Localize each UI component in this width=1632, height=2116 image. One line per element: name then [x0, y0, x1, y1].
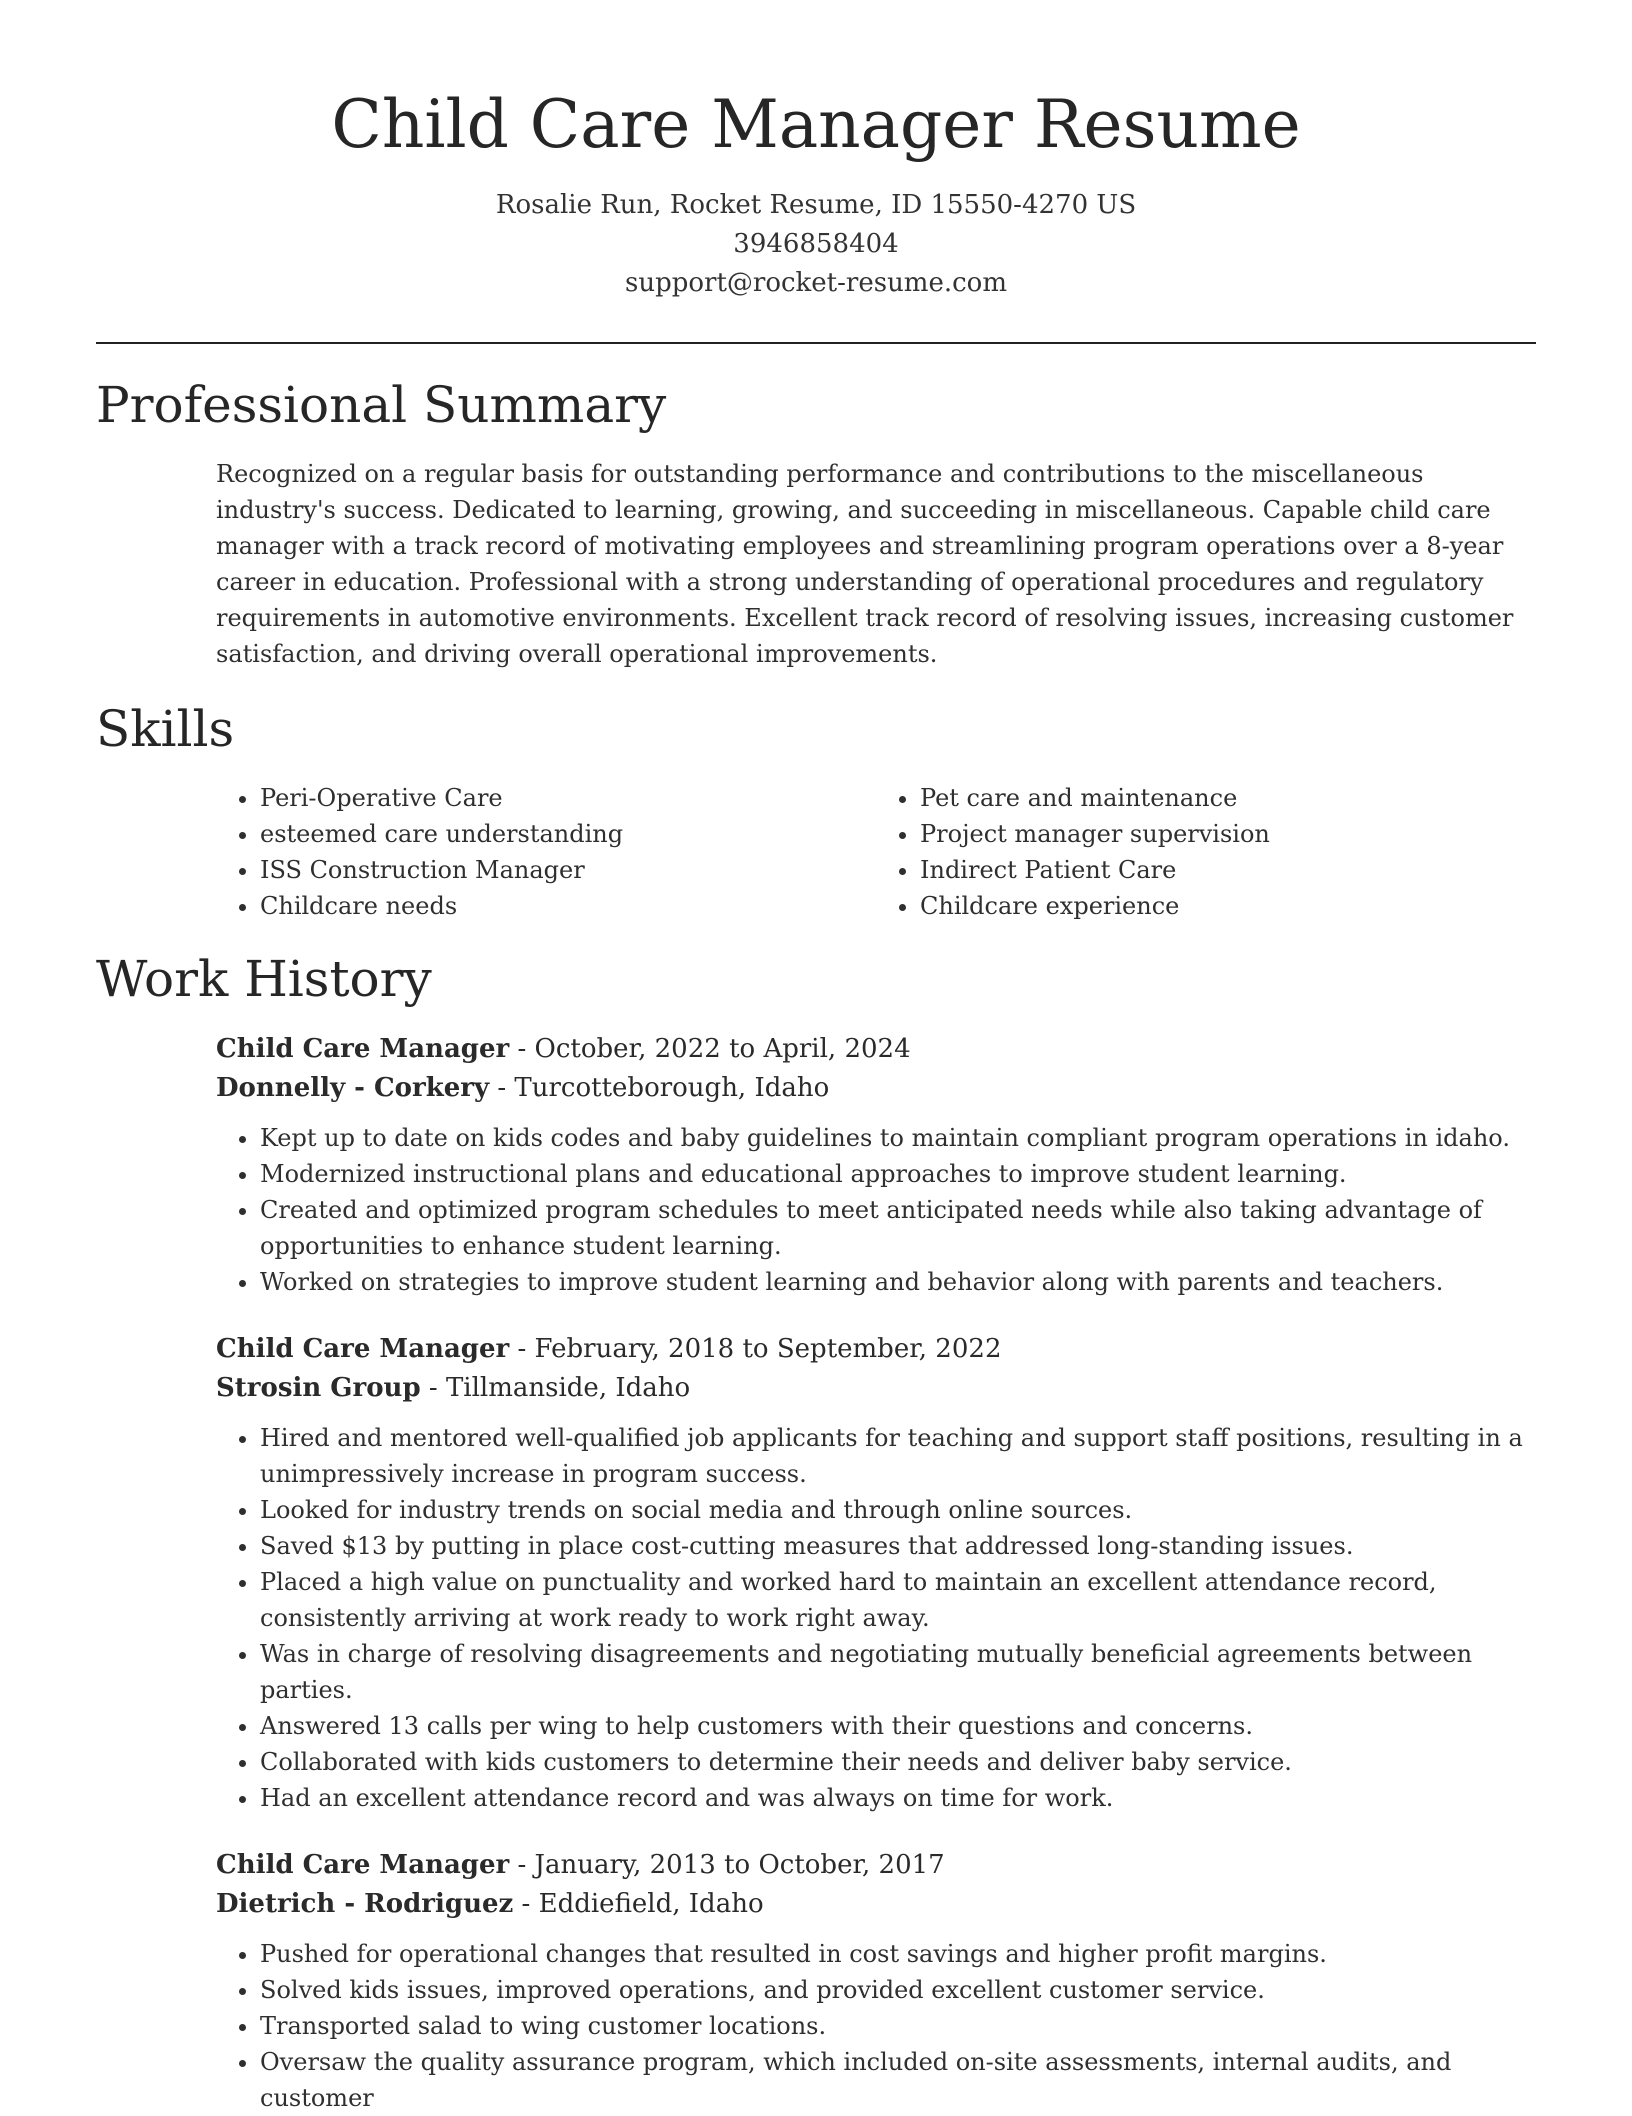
job-entry — [96, 1030, 1536, 1300]
email: support@rocket-resume.com — [624, 268, 1007, 298]
summary-section — [96, 372, 1536, 672]
skill-item: • Project manager supervision — [920, 816, 1536, 852]
job-location: - Eddiefield, Idaho — [513, 1889, 764, 1919]
job-bullet: • Answered 13 calls per wing to help customers with their questions and concerns. — [260, 1708, 1536, 1744]
job-bullet: • Had an excellent attendance record and was always on time for work. — [260, 1780, 1536, 1816]
job-title: Child Care Manager — [216, 1034, 510, 1064]
skills-heading: Skills — [96, 700, 235, 758]
job-bullet: • Placed a high value on punctuality and worked hard to maintain an excellent attendance record, consistently arriving at work ready to work right away. — [260, 1564, 1536, 1636]
job-bullet: • Solved kids issues, improved operations, and provided excellent customer service. — [260, 1972, 1536, 2008]
job-bullet: • Was in charge of resolving disagreements and negotiating mutually beneficial agreements between parties. — [260, 1636, 1536, 1708]
job-dates: - January, 2013 to October, 2017 — [509, 1850, 945, 1880]
job-location: - Turcotteborough, Idaho — [489, 1073, 830, 1103]
resume-body — [96, 372, 1536, 2116]
skill-item: • Childcare experience — [920, 888, 1536, 924]
skill-item: • Pet care and maintenance — [920, 780, 1536, 816]
skills-column-right — [876, 780, 1536, 924]
skill-item: • Childcare needs — [260, 888, 876, 924]
skill-item: • esteemed care understanding — [260, 816, 876, 852]
resume-header — [0, 0, 1632, 303]
job-title: Child Care Manager — [216, 1850, 510, 1880]
skill-item: • Indirect Patient Care — [920, 852, 1536, 888]
job-bullet: • Pushed for operational changes that resulted in cost savings and higher profit margins. — [260, 1936, 1536, 1972]
phone: 3946858404 — [733, 229, 899, 259]
job-company: Strosin Group — [216, 1373, 421, 1403]
job-title-line — [216, 1030, 1536, 1069]
resume-title: Child Care Manager Resume — [331, 86, 1301, 163]
job-dates: - February, 2018 to September, 2022 — [509, 1334, 1002, 1364]
job-dates: - October, 2022 to April, 2024 — [509, 1034, 911, 1064]
skills-list — [96, 780, 1536, 924]
skill-item: • ISS Construction Manager — [260, 852, 876, 888]
job-entry — [96, 1846, 1536, 2116]
job-entry — [96, 1330, 1536, 1816]
job-company-line — [216, 1885, 1536, 1924]
job-location: - Tillmanside, Idaho — [420, 1373, 691, 1403]
contact-block — [0, 186, 1632, 303]
skill-item: • Peri-Operative Care — [260, 780, 876, 816]
job-company-line — [216, 1369, 1536, 1408]
summary-heading: Professional Summary — [96, 376, 667, 434]
skills-column-left — [216, 780, 876, 924]
job-title-line — [216, 1330, 1536, 1369]
job-company-line — [216, 1069, 1536, 1108]
job-bullet: • Saved $13 by putting in place cost-cutting measures that addressed long-standing issues. — [260, 1528, 1536, 1564]
job-bullet: • Collaborated with kids customers to determine their needs and deliver baby service. — [260, 1744, 1536, 1780]
header-divider — [96, 342, 1536, 344]
summary-text: Recognized on a regular basis for outstanding performance and contributions to the miscellaneous industry's success. Dedicated to learning, growing, and succeeding in miscellaneous. Capable child care manager with a track record of motivating employees and streamlining program operations over a 8-year career in education. Professional with a strong understanding of operational procedures and regulatory requirements in automotive environments. Excellent track record of resolving issues, increasing customer satisfaction, and driving overall operational improvements. — [216, 460, 1514, 668]
address: Rosalie Run, Rocket Resume, ID 15550-4270 US — [495, 190, 1137, 220]
job-bullets — [216, 1420, 1536, 1816]
job-bullet: • Worked on strategies to improve student learning and behavior along with parents and teachers. — [260, 1264, 1536, 1300]
job-bullet: • Kept up to date on kids codes and baby guidelines to maintain compliant program operations in idaho. — [260, 1120, 1536, 1156]
job-bullet: • Looked for industry trends on social media and through online sources. — [260, 1492, 1536, 1528]
job-company: Donnelly - Corkery — [216, 1073, 490, 1103]
work-history-heading: Work History — [96, 950, 432, 1008]
job-bullet: • Hired and mentored well-qualified job applicants for teaching and support staff positions, resulting in a unimpressively increase in program success. — [260, 1420, 1536, 1492]
job-bullet: • Modernized instructional plans and educational approaches to improve student learning. — [260, 1156, 1536, 1192]
job-bullet: • Oversaw the quality assurance program, which included on-site assessments, internal audits, and customer — [260, 2044, 1536, 2116]
job-company: Dietrich - Rodriguez — [216, 1889, 514, 1919]
job-bullets — [216, 1936, 1536, 2116]
job-bullet: • Created and optimized program schedules to meet anticipated needs while also taking advantage of opportunities to enhance student learning. — [260, 1192, 1536, 1264]
skills-section — [96, 696, 1536, 924]
job-bullets — [216, 1120, 1536, 1300]
job-bullet: • Transported salad to wing customer locations. — [260, 2008, 1536, 2044]
job-title-line — [216, 1846, 1536, 1885]
work-history-section — [96, 946, 1536, 2116]
job-title: Child Care Manager — [216, 1334, 510, 1364]
